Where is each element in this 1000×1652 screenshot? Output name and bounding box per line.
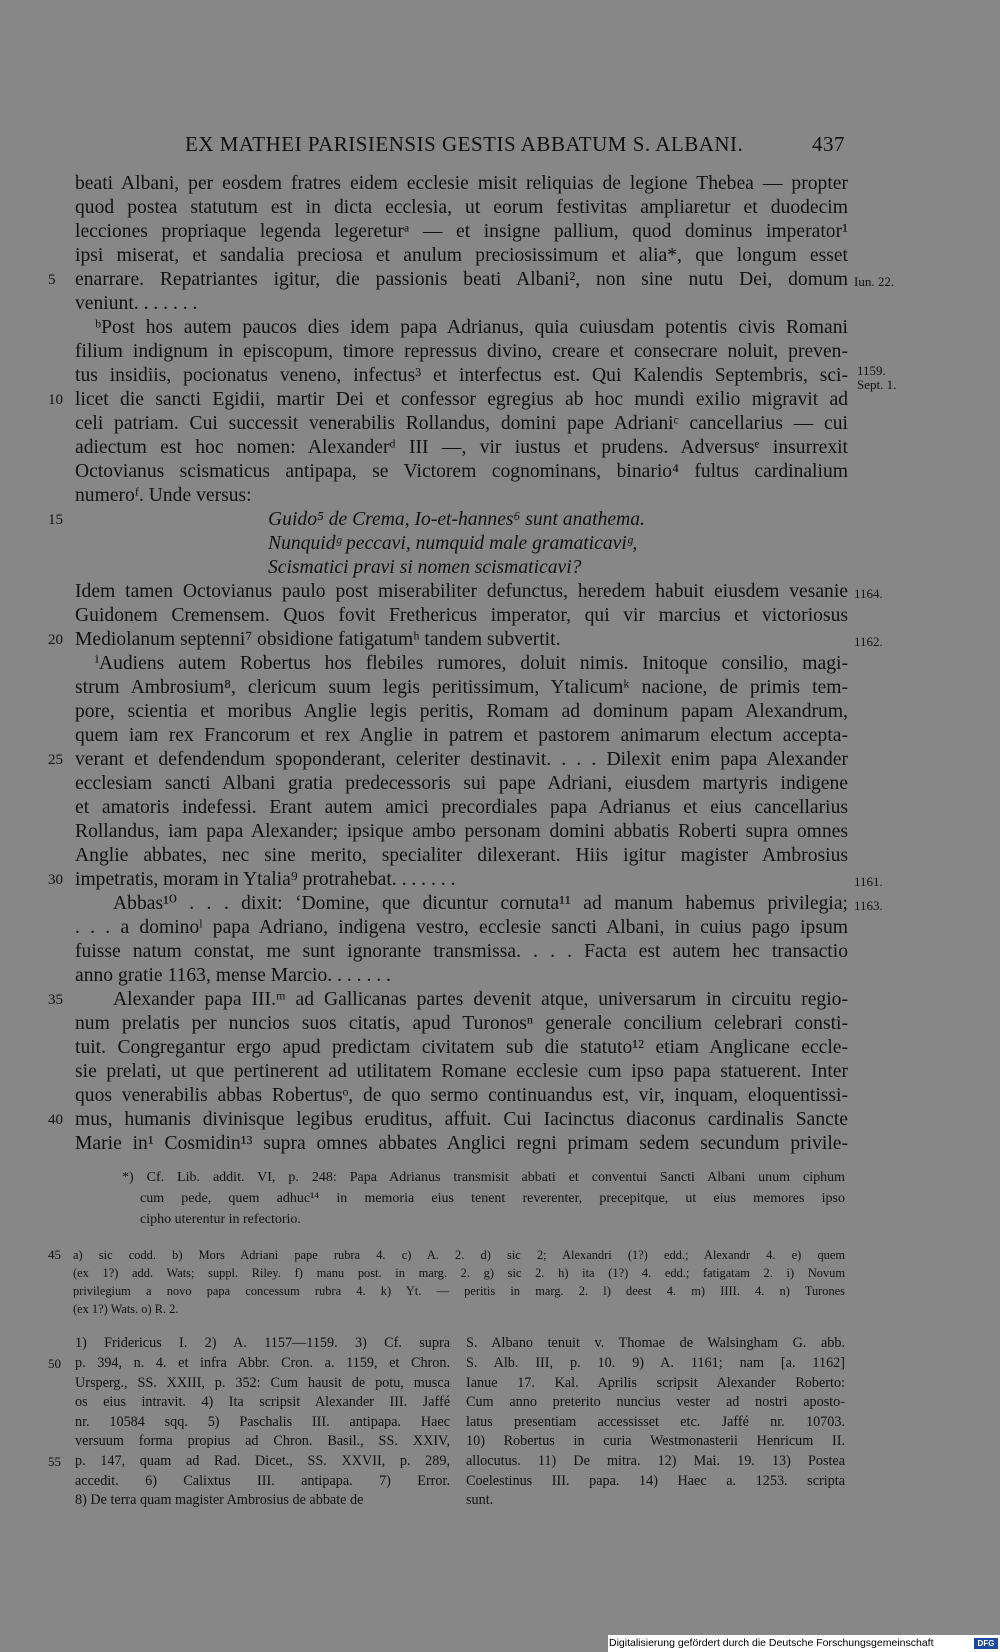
note-line-right: sunt. bbox=[466, 1492, 494, 1508]
dfg-logo: DFG bbox=[974, 1638, 998, 1649]
footnote-line: cum pede, quem adhuc¹⁴ in memoria eius tenent reverenter, precepitque, ut eius memores ipso bbox=[140, 1191, 845, 1206]
note-line-left: Ursperg., SS. XXIII, p. 352: Cum hausit de potu, musca bbox=[75, 1375, 450, 1391]
text-line: quod postea statutum est in dicta ecclesia, ut eorum festivitas ampliaretur et duodecim bbox=[75, 197, 848, 218]
line-number: 5 bbox=[48, 272, 56, 288]
text-line: tuit. Congregantur ergo apud predictam civitatem sub die statuto¹² etiam Anglicane eccle- bbox=[75, 1037, 848, 1058]
text-line: quos venerabilis abbas Robertusᵒ, de quo sermo continuandus est, vir, inquam, eloquentissi- bbox=[75, 1085, 848, 1106]
apparatus-line: (ex 1?) add. Wats; suppl. Riley. f) manu post. in marg. 2. g) sic 2. h) ita (1?) 4. edd.; fatigatam 2. i) Novum bbox=[73, 1266, 845, 1280]
verse-line: Nunquidᵍ peccavi, numquid male gramaticaviᵍ, bbox=[268, 533, 638, 554]
line-number: 25 bbox=[48, 752, 63, 768]
text-line: licet die sancti Egidii, martir Dei et confessor egregius ab hoc mundi exilio migravit ad bbox=[75, 389, 848, 410]
text-line: celi patriam. Cui successit venerabilis Rollandus, domini pape Adrianiᶜ cancellarius — cui bbox=[75, 413, 848, 434]
line-number: 45 bbox=[48, 1247, 61, 1262]
text-line: impetratis, moram in Ytalia⁹ protrahebat. . . . . . . bbox=[75, 869, 456, 890]
margin-date: Iun. 22. bbox=[854, 274, 895, 289]
note-line-right: Coelestinus III. papa. 14) Haec a. 1253. scripta bbox=[466, 1473, 845, 1489]
text-line: Alexander papa III.ᵐ ad Gallicanas partes devenit atque, universarum in circuitu regio- bbox=[113, 989, 848, 1010]
text-line: numeroᶠ. Unde versus: bbox=[75, 485, 252, 506]
apparatus-line: privilegium a novo papa concessum rubra 4. k) Yt. — peritis in marg. 2. l) deest 4. m) IIII. 4. n) Turones bbox=[73, 1284, 845, 1298]
note-line-right: Cum anno preterito nuncius vester ad nostri aposto- bbox=[466, 1394, 845, 1410]
footnote-line: cipho uterentur in refectorio. bbox=[140, 1212, 301, 1227]
text-line: beati Albani, per eosdem fratres eidem ecclesie misit reliquias de legione Thebea — propter bbox=[75, 173, 848, 194]
margin-date: 1163. bbox=[854, 898, 883, 913]
text-line: pore, scientia et moribus Anglie legis peritis, Romam ad dominum papam Alexandrum, bbox=[75, 701, 848, 722]
text-line: strum Ambrosium⁸, clericum suum legis peritissimum, Ytalicumᵏ nacione, de primis tem- bbox=[75, 677, 848, 698]
text-line: tus insidiis, pocionatus veneno, infectus³ et interfectus est. Qui Kalendis Septembris, sci- bbox=[75, 365, 848, 386]
funding-text: Digitalisierung gefördert durch die Deutsche Forschungsgemeinschaft bbox=[609, 1637, 934, 1649]
note-line-right: S. Alb. III, p. 10. 9) A. 1161; nam [a. 1162] bbox=[466, 1355, 845, 1371]
margin-date: Sept. 1. bbox=[857, 377, 897, 392]
margin-date: 1164. bbox=[854, 586, 883, 601]
note-line-right: 10) Robertus in curia Westmonasterii Henricum II. bbox=[466, 1433, 845, 1449]
note-line-left: p. 394, n. 4. et infra Abbr. Cron. a. 1159, et Chron. bbox=[75, 1355, 450, 1371]
text-line: mus, humanis divinisque legibus eruditus, affuit. Cui Iacinctus diaconus cardinalis Sancte bbox=[75, 1109, 848, 1130]
text-line: lecciones propriaque legenda legereturᵃ — et insigne pallium, quod dominus imperator¹ bbox=[75, 221, 848, 242]
running-title: EX MATHEI PARISIENSIS GESTIS ABBATUM S. ALBANI. bbox=[185, 132, 744, 156]
line-number: 35 bbox=[48, 992, 63, 1008]
text-line: . . . a dominoˡ papa Adriano, indigena vestro, ecclesie sancti Albani, in cuius pago ipsum bbox=[75, 917, 848, 938]
note-line-left: accedit. 6) Calixtus III. antipapa. 7) Error. bbox=[75, 1473, 450, 1489]
text-line: ipsi miserat, et sandalia preciosa et anulum preciosissimum et alia*, que longum esset bbox=[75, 245, 848, 266]
text-line: Mediolanum septenni⁷ obsidione fatigatumʰ tandem subvertit. bbox=[75, 629, 561, 650]
note-line-left: versuum forma propius ad Chron. Basil., SS. XXIV, bbox=[75, 1433, 450, 1449]
text-line: ᵇPost hos autem paucos dies idem papa Adrianus, quia cuiusdam potentis civis Romani bbox=[95, 317, 848, 338]
note-line-left: os eius intravit. 4) Ita scripsit Alexander III. Jaffé bbox=[75, 1394, 450, 1410]
text-line: Marie in¹ Cosmidin¹³ supra omnes abbates Anglici regni primam sedem secundum privile- bbox=[75, 1133, 848, 1154]
note-line-right: latus presentiam accessisset etc. Jaffé nr. 10703. bbox=[466, 1414, 845, 1430]
text-line: et amatoris indefessi. Erant autem amici precordiales papa Adrianus et eius cancellarius bbox=[75, 797, 848, 818]
note-line-left: p. 147, quam ad Rad. Dicet., SS. XXVII, p. 289, bbox=[75, 1453, 450, 1469]
text-line: filium indignum in episcopum, timore repressus divino, creare et consecrare noluit, preven- bbox=[75, 341, 848, 362]
text-line: verant et defendendum spoponderant, celeriter destinavit. . . . Dilexit enim papa Alexander bbox=[75, 749, 848, 770]
note-line-right: S. Albano tenuit v. Thomae de Walsingham G. abb. bbox=[466, 1335, 845, 1351]
line-number: 10 bbox=[48, 392, 63, 408]
verse-line: Scismatici pravi si nomen scismaticavi? bbox=[268, 557, 582, 578]
text-line: num prelatis per nuncios suos citatis, apud Turonosⁿ generale concilium celebrari consti- bbox=[75, 1013, 848, 1034]
text-line: Abbas¹⁰ . . . dixit: ‘Domine, que dicuntur cornuta¹¹ ad manum habemus privilegia; bbox=[113, 893, 848, 914]
text-line: enarrare. Repatriantes igitur, die passionis beati Albani², non sine nutu Dei, domum bbox=[75, 269, 848, 290]
verse-line: Guido⁵ de Crema, Io-et-hannes⁶ sunt anathema. bbox=[268, 509, 645, 530]
line-number: 30 bbox=[48, 872, 63, 888]
text-line: sie prelati, ut que pertinerent ad utilitatem Romane ecclesie cum ipso papa statuerent. Inter bbox=[75, 1061, 848, 1082]
text-line: Octovianus scismaticus antipapa, se Victorem cognominans, binario⁴ fultus cardinalium bbox=[75, 461, 848, 482]
note-line-right: allocutus. 11) De mitra. 12) Mai. 19. 13) Postea bbox=[466, 1453, 845, 1469]
text-line: Idem tamen Octovianus paulo post miserabiliter defunctus, heredem habuit eiusdem vesanie bbox=[75, 581, 848, 602]
line-number: 15 bbox=[48, 512, 63, 528]
text-line: anno gratie 1163, mense Marcio. . . . . . . bbox=[75, 965, 391, 986]
line-number: 40 bbox=[48, 1112, 63, 1128]
apparatus-line: a) sic codd. b) Mors Adriani pape rubra 4. c) A. 2. d) sic 2; Alexandri (1?) edd.; Alexandr 4. e) quem bbox=[73, 1248, 845, 1262]
text-line: adiectum est hoc nomen: Alexanderᵈ III —, vir iustus et prudens. Adversusᵉ insurrexit bbox=[75, 437, 848, 458]
text-line: Anglie abbates, nec sine merito, specialiter dilexerant. Hiis igitur magister Ambrosius bbox=[75, 845, 848, 866]
text-line: ecclesiam sancti Albani gratia predecessoris sui pape Adriani, eiusdem martyris indigene bbox=[75, 773, 848, 794]
footnote-line: *) Cf. Lib. addit. VI, p. 248: Papa Adrianus transmisit abbati et conventui Sancti Albani unum ciphum bbox=[122, 1170, 845, 1185]
text-line: fuisse natum constat, me sunt ignorante transmissa. . . . Facta est autem hec transactio bbox=[75, 941, 848, 962]
margin-date: 1162. bbox=[854, 634, 883, 649]
note-line-left: 1) Fridericus I. 2) A. 1157—1159. 3) Cf. supra bbox=[75, 1335, 450, 1351]
note-line-right: Ianue 17. Kal. Aprilis scripsit Alexander Roberto: bbox=[466, 1375, 845, 1391]
funding-footer bbox=[608, 1635, 1000, 1652]
text-line: ⁱAudiens autem Robertus hos flebiles rumores, doluit nimis. Initoque consilio, magi- bbox=[95, 653, 848, 674]
text-line: veniunt. . . . . . . bbox=[75, 293, 198, 314]
line-number: 55 bbox=[48, 1454, 61, 1469]
apparatus-line: (ex 1?) Wats. o) R. 2. bbox=[73, 1302, 179, 1316]
note-line-left: 8) De terra quam magister Ambrosius de abbate de bbox=[75, 1492, 364, 1508]
text-line: quem iam rex Francorum et rex Anglie in patrem et pastorem animarum electum accepta- bbox=[75, 725, 848, 746]
line-number: 20 bbox=[48, 632, 63, 648]
note-line-left: nr. 10584 sqq. 5) Paschalis III. antipapa. Haec bbox=[75, 1414, 450, 1430]
margin-date: 1159. bbox=[857, 363, 886, 378]
text-line: Guidonem Cremensem. Quos fovit Frethericus imperator, qui vir marcius et victoriosus bbox=[75, 605, 848, 626]
line-number: 50 bbox=[48, 1356, 61, 1371]
margin-date: 1161. bbox=[854, 874, 883, 889]
page-number: 437 bbox=[812, 132, 845, 156]
text-line: Rollandus, iam papa Alexander; ipsique ambo personam domini abbatis Roberti supra omnes bbox=[75, 821, 848, 842]
